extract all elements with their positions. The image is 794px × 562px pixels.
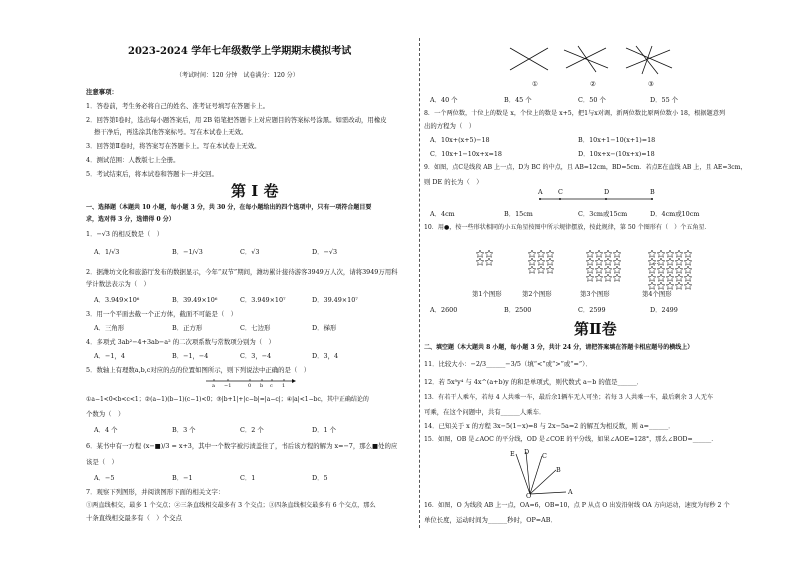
q10-stem: 10．用●，按一些形状相同的小五角星按图中所示规律摆放，按此规律，第 50 个图形有（ ）个五角星．: [424, 224, 711, 231]
nl-label-zero: 0: [248, 383, 252, 389]
section1-line: 一、选择题（本题共 10 小题，每小题 3 分，共 30 分，在每小题给出的四个选项中，只有一项符合题目要: [86, 204, 372, 211]
q2-option-d: D．39.49×10⁷: [312, 296, 358, 304]
q9-option-d: D．4cm或10cm: [650, 210, 700, 218]
exam-title: 2023-2024 学年七年级数学上学期期末模拟考试: [128, 46, 352, 57]
star-mark: [546, 266, 554, 273]
star-mark: [675, 266, 683, 273]
star-mark: [613, 266, 621, 273]
q8-option-a: A．10x+(x+5)−18: [430, 136, 490, 144]
column-divider: [419, 38, 420, 528]
star-mark: [537, 258, 545, 265]
q9-segment: [536, 194, 656, 204]
star-mark: [675, 282, 683, 289]
q2-option-a: A．3.949×10⁶: [94, 296, 140, 304]
q10-ellipsis: …: [652, 258, 659, 266]
star-mark: [657, 250, 665, 257]
nl-label-neg1: −1: [224, 383, 232, 389]
star-mark: [657, 274, 665, 281]
star-mark: [666, 266, 674, 273]
q1-option-c: C．√3: [240, 248, 260, 256]
note-item: 2．回答第Ⅰ卷时，选出每小题答案后，用 2B 铅笔把答题卡上对应题目的答案标号涂黑。如需改动，用橡皮: [86, 116, 387, 124]
star-mark: [675, 274, 683, 281]
star-mark: [528, 250, 536, 257]
star-mark: [485, 258, 493, 265]
q7-option-a: A．40 个: [430, 96, 458, 104]
note-item: 5．考试结束后，将本试卷和答题卡一并交回。: [86, 170, 218, 178]
q1-option-a: A．1/√3: [94, 248, 120, 256]
note-item: 3．回答第Ⅱ卷时，将答案写在答题卡上。写在本试卷上无效。: [86, 142, 261, 150]
q2-line: 学计数法表示为（ ）: [86, 280, 150, 288]
q16-line: 单位长度，运动时间为______秒时，OP=AB．: [424, 516, 557, 524]
star-mark: [528, 258, 536, 265]
q4-option-c: C．3，−4: [240, 352, 272, 360]
star-mark: [604, 258, 612, 265]
q1-stem: 1．−√3 的相反数是（ ）: [86, 230, 164, 238]
note-item: 1．答卷前，考生务必将自己的姓名、准考证号填写在答题卡上。: [86, 102, 270, 110]
q4-stem: 4．多项式 3ab²−4+3ab−a² 的二次项系数与常数项分别为（ ）: [86, 338, 275, 346]
q1-option-b: B．−1/√3: [172, 248, 203, 256]
q6-option-d: D．5: [312, 474, 328, 482]
left-column: [86, 0, 416, 562]
q7-line: 7．观察下列图形，并阅读图形下面的相关文字：: [86, 488, 225, 496]
q15-label-o: O: [526, 492, 532, 500]
q10-fig-label-1: 第1个图形: [472, 290, 502, 298]
nl-label-a: a: [212, 383, 215, 389]
q13-line: 13．有若干人乘车，若每 4 人共乘一车，最后余1辆车无人可坐；若每 3 人共乘一车，最后剩余 3 人无车: [424, 394, 714, 401]
q1-option-d: D．−√3: [312, 248, 338, 256]
q10-option-d: D．2499: [650, 306, 678, 314]
q6-line: 6．某书中有一方程 (x−■)/3 = x+3，其中一个数字被污渍盖住了，书后该方程的解为 x=−7，那么■处的应: [86, 442, 398, 450]
q14-text: 14．已知关于 x 的方程 3x−5(1−x)=8 与 2x−5a=2 的解互为相反数，则 a=______．: [424, 422, 675, 430]
q4-option-b: B．−1，−4: [172, 352, 209, 360]
star-mark: [528, 266, 536, 273]
q10-option-c: C．2599: [578, 306, 606, 314]
star-mark: [648, 274, 656, 281]
q6-option-b: B．−1: [172, 474, 193, 482]
q2-option-b: B．39.49×10⁶: [172, 296, 218, 304]
star-mark: [684, 266, 692, 273]
q3-option-a: A．三角形: [94, 324, 125, 332]
q9-label-c: C: [558, 188, 563, 196]
star-mark: [613, 250, 621, 257]
star-mark: [666, 282, 674, 289]
star-mark: [586, 274, 594, 281]
q10-fig-label-4: 第4个图形: [642, 290, 672, 298]
q2-line: 2．据潍坊文化和旅游厅发布的数据显示，今年“双节”期间，潍坊累计接待游客3949万人次，请将3949万用科: [86, 268, 398, 276]
star-mark: [586, 266, 594, 273]
star-mark: [648, 282, 656, 289]
star-mark: [604, 274, 612, 281]
star-mark: [657, 282, 665, 289]
star-mark: [546, 250, 554, 257]
star-mark: [657, 266, 665, 273]
q4-option-d: D．3，4: [312, 352, 339, 360]
q3-option-d: D．梯形: [312, 324, 337, 332]
q15-text: 15．如图，OB 是∠AOC 的平分线，OD 是∠COE 的平分线，如果∠AOE=128°，那么∠BOD=______．: [424, 436, 718, 443]
q8-option-d: D．10x+x−(10x+x)=18: [578, 150, 655, 158]
q6-option-a: A．−5: [94, 474, 115, 482]
star-mark: [604, 250, 612, 257]
q16-line: 16．如图，O 为线段 AB 上一点，OA=6，OB=10，点 P 从点 O 出发沿射线 OA 方向运动，速度为每秒 2 个: [424, 502, 730, 509]
exam-subtitle: （考试时间：120 分钟 试卷满分：120 分）: [176, 72, 299, 79]
star-mark: [485, 250, 493, 257]
part2-heading: 第Ⅱ卷: [574, 320, 617, 338]
q9-label-d: D: [604, 188, 610, 196]
star-mark: [684, 274, 692, 281]
star-mark: [586, 250, 594, 257]
star-mark: [648, 266, 656, 273]
star-mark: [546, 258, 554, 265]
star-mark: [675, 250, 683, 257]
q10-option-b: B．2500: [504, 306, 532, 314]
q10-fig-label-3: 第3个图形: [580, 290, 610, 298]
q5-line: 个数为（ ）: [86, 410, 125, 418]
star-mark: [684, 258, 692, 265]
star-mark: [476, 250, 484, 257]
star-mark: [613, 274, 621, 281]
q5-line: ①a−1<0<b<c<1；②(a−1)(b−1)(c−1)<0；③|b+1|+|c−b|=|a−c|；④|a|<1−bc，其中正确结论的: [86, 396, 369, 403]
fig7-label-1: ①: [532, 80, 538, 88]
q8-option-b: B．10x+1−10(x+1)=18: [578, 136, 656, 144]
q12-text: 12．若 5x⁵y⁴ 与 4x^(a+b)y 的和是单项式，则代数式 a−b 的值是______．: [424, 378, 644, 386]
star-mark: [476, 258, 484, 265]
star-mark: [595, 250, 603, 257]
q9-label-b: B: [650, 188, 655, 196]
q9-option-a: A．4cm: [430, 210, 455, 218]
star-mark: [666, 258, 674, 265]
star-mark: [537, 250, 545, 257]
q4-option-a: A．−1，4: [94, 352, 125, 360]
q9-option-c: C．3cm或15cm: [578, 210, 628, 218]
q10-star-figures: [474, 248, 734, 288]
fig7-label-2: ②: [590, 80, 596, 88]
star-mark: [684, 250, 692, 257]
star-mark: [595, 266, 603, 273]
q3-option-b: B．正方形: [172, 324, 203, 332]
q9-line: 9．如图，点C是线段 AB 上一点，D为 BC 的中点，且 AB=12cm，BD=5cm．若点E在直线 AB 上，且 AE=3cm，: [424, 164, 747, 171]
q9-label-a: A: [538, 188, 543, 196]
q9-line: 则 DE 的长为（ ）: [424, 178, 483, 186]
star-mark: [613, 258, 621, 265]
note-item: 4．测试范围：人教版七上全册。: [86, 156, 180, 164]
q15-label-e: E: [510, 450, 515, 458]
part1-heading: 第 Ⅰ 卷: [231, 182, 279, 200]
q15-label-b: B: [556, 466, 561, 474]
q8-line: 8．一个两位数，十位上的数是 x，个位上的数是 x+5，把1与x对调，新两位数比原两位数小 18，根据题意列: [424, 110, 726, 117]
q7-line: ①两直线相交，最多 1 个交点；②三条直线相交最多有 3 个交点；③四条直线相交最多有 6 个交点，那么: [86, 502, 376, 509]
q10-fig-label-2: 第2个图形: [522, 290, 552, 298]
star-mark: [648, 250, 656, 257]
q13-line: 可乘，在这个问题中，共有______人乘车．: [424, 408, 546, 416]
q15-label-a: A: [568, 488, 573, 496]
q8-option-c: C．10x+1−10x+x=18: [430, 150, 502, 158]
section1-line: 求，选对得 3 分，选错得 0 分）: [86, 216, 175, 223]
q9-option-b: B．15cm: [504, 210, 533, 218]
q6-option-c: C．1: [240, 474, 256, 482]
star-mark: [684, 282, 692, 289]
star-mark: [586, 258, 594, 265]
star-mark: [675, 258, 683, 265]
q3-stem: 3．用一个平面去截一个正方体，截面不可能是（ ）: [86, 310, 238, 318]
star-mark: [595, 258, 603, 265]
q6-line: 该是（ ）: [86, 458, 118, 466]
right-column: [424, 0, 754, 562]
nl-label-c: c: [270, 383, 273, 389]
fig7-label-3: ③: [648, 80, 654, 88]
q7-line: 十条直线相交最多有（ ）个交点: [86, 514, 182, 522]
q7-option-c: C．50 个: [578, 96, 606, 104]
q5-option-d: D．1 个: [312, 426, 337, 434]
star-mark: [604, 266, 612, 273]
note-item: 擦干净后，再选涂其他答案标号。写在本试卷上无效。: [94, 128, 248, 136]
notes-heading: 注意事项：: [86, 88, 118, 96]
q5-option-b: B．3 个: [172, 426, 196, 434]
q3-option-c: C．七边形: [240, 324, 271, 332]
q7-option-d: D．55 个: [650, 96, 679, 104]
q5-option-a: A．4 个: [94, 426, 118, 434]
section2-line: 二、填空题（本大题共 8 小题，每小题 3 分，共计 24 分，请把答案填在答题卡相应题号的横线上）: [424, 344, 694, 351]
q7-line-figures: [508, 46, 678, 80]
q10-option-a: A．2600: [430, 306, 458, 314]
q5-stem: 5．数轴上有理数a,b,c对应的点的位置如图所示，则下列说法中正确的是（ ）: [86, 366, 311, 374]
star-mark: [537, 266, 545, 273]
nl-label-b: b: [260, 383, 264, 389]
q15-label-c: C: [542, 452, 547, 460]
q8-line: 出的方程为（ ）: [424, 122, 476, 130]
star-mark: [595, 274, 603, 281]
star-mark: [666, 274, 674, 281]
q11-text: 11．比较大小：−2/3______−3/5（填“<”或“>”或“=”）．: [424, 360, 592, 368]
star-mark: [666, 250, 674, 257]
q15-label-d: D: [524, 448, 530, 456]
q2-option-c: C．3.949×10⁷: [240, 296, 286, 304]
nl-label-one: 1: [282, 383, 286, 389]
q5-option-c: C．2 个: [240, 426, 264, 434]
q7-option-b: B．45 个: [504, 96, 532, 104]
